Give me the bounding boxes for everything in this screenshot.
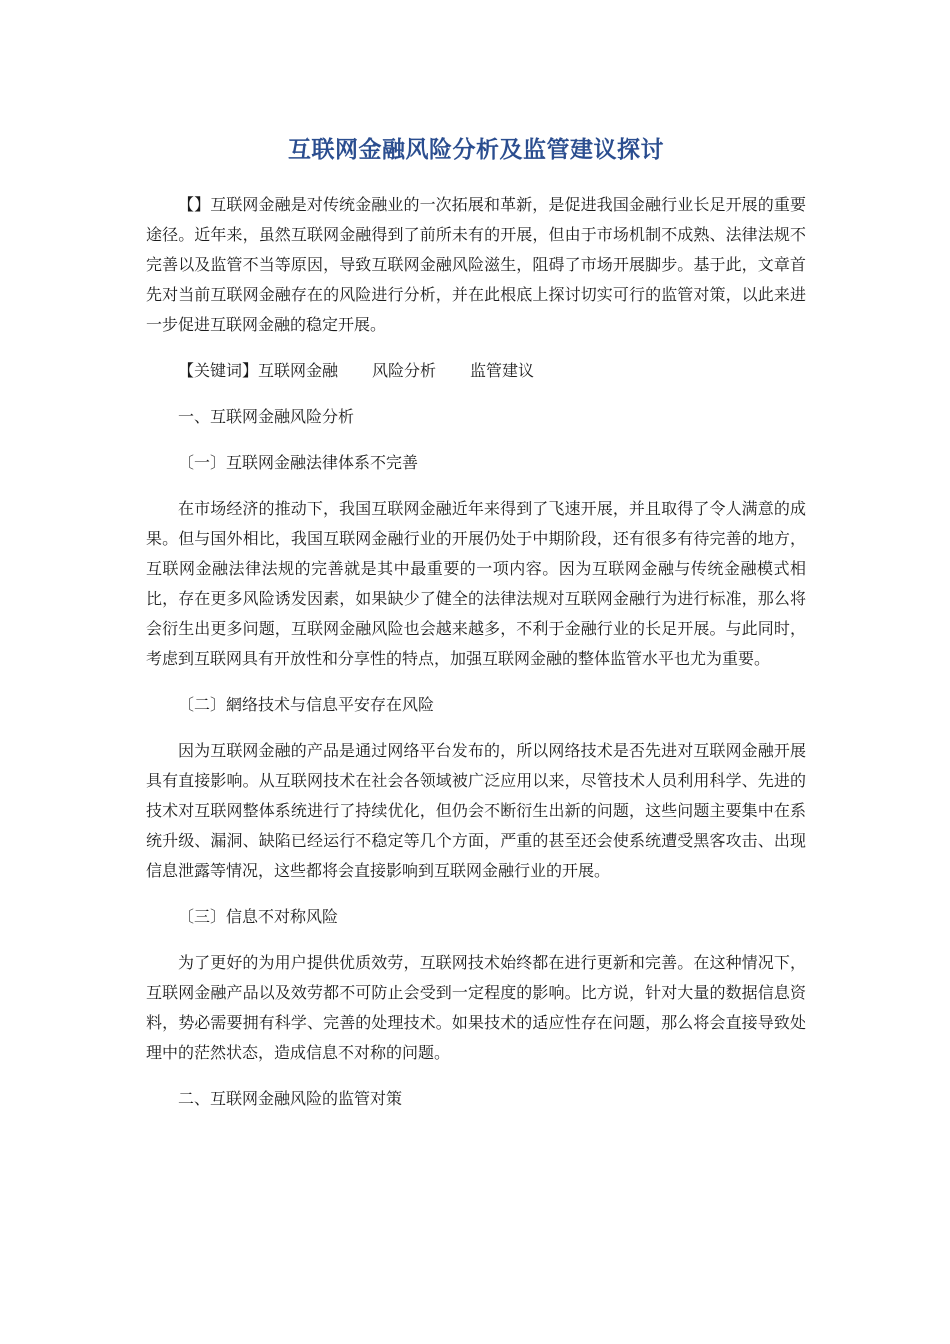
keyword-item: 监管建议 [470,361,535,380]
body-paragraph: 为了更好的为用户提供优质效劳，互联网技术始终都在进行更新和完善。在这种情况下，互联网金融产品以及效劳都不可防止会受到一定程度的影响。比方说，针对大量的数据信息资料，势必需要拥有科学、完善的处理技术。如果技术的适应性存在问题，那么将会直接导致处理中的茫然状态，造成信息不对称的问题。 [146,953,806,1062]
body-paragraph: 在市场经济的推动下，我国互联网金融近年来得到了飞速开展，并且取得了令人满意的成果。但与国外相比，我国互联网金融行业的开展仍处于中期阶段，还有很多有待完善的地方，互联网金融法律法规的完善就是其中最重要的一项内容。因为互联网金融与传统金融模式相比，存在更多风险诱发因素，如果缺少了健全的法律法规对互联网金融行为进行标准，那么将会衍生出更多问题，互联网金融风险也会越来越多，不利于金融行业的长足开展。与此同时，考虑到互联网具有开放性和分享性的特点，加强互联网金融的整体监管水平也尤为重要。 [146,499,806,668]
section-heading: 二、互联网金融风险的监管对策 [178,1089,403,1108]
document-page [146,134,806,1130]
keywords-label: 【关键词】 [178,361,259,380]
keyword-item: 风险分析 [372,361,437,380]
subsection-heading: 〔一〕互联网金融法律体系不完善 [178,453,419,472]
subsection-heading: 〔二〕網络技术与信息平安存在风险 [178,695,435,714]
abstract-paragraph: 【】互联网金融是对传统金融业的一次拓展和革新，是促进我国金融行业长足开展的重要途径。近年来，虽然互联网金融得到了前所未有的开展，但由于市场机制不成熟、法律法规不完善以及监管不当等原因，导致互联网金融风险滋生，阻碍了市场开展脚步。基于此，文章首先对当前互联网金融存在的风险进行分析，并在此根底上探讨切实可行的监管对策，以此来进一步促进互联网金融的稳定开展。 [146,195,806,334]
document-title: 互联网金融风险分析及监管建议探讨 [288,137,664,163]
subsection-heading: 〔三〕信息不对称风险 [178,907,339,926]
body-paragraph: 因为互联网金融的产品是通过网络平台发布的，所以网络技术是否先进对互联网金融开展具有直接影响。从互联网技术在社会各领域被广泛应用以来，尽管技术人员利用科学、先进的技术对互联网整体系统进行了持续优化，但仍会不断衍生出新的问题，这些问题主要集中在系统升级、漏洞、缺陷已经运行不稳定等几个方面，严重的甚至还会使系统遭受黑客攻击、出现信息泄露等情况，这些都将会直接影响到互联网金融行业的开展。 [146,741,806,880]
section-heading: 一、互联网金融风险分析 [178,407,355,426]
keyword-item: 互联网金融 [258,361,339,380]
keywords-line [146,356,806,386]
